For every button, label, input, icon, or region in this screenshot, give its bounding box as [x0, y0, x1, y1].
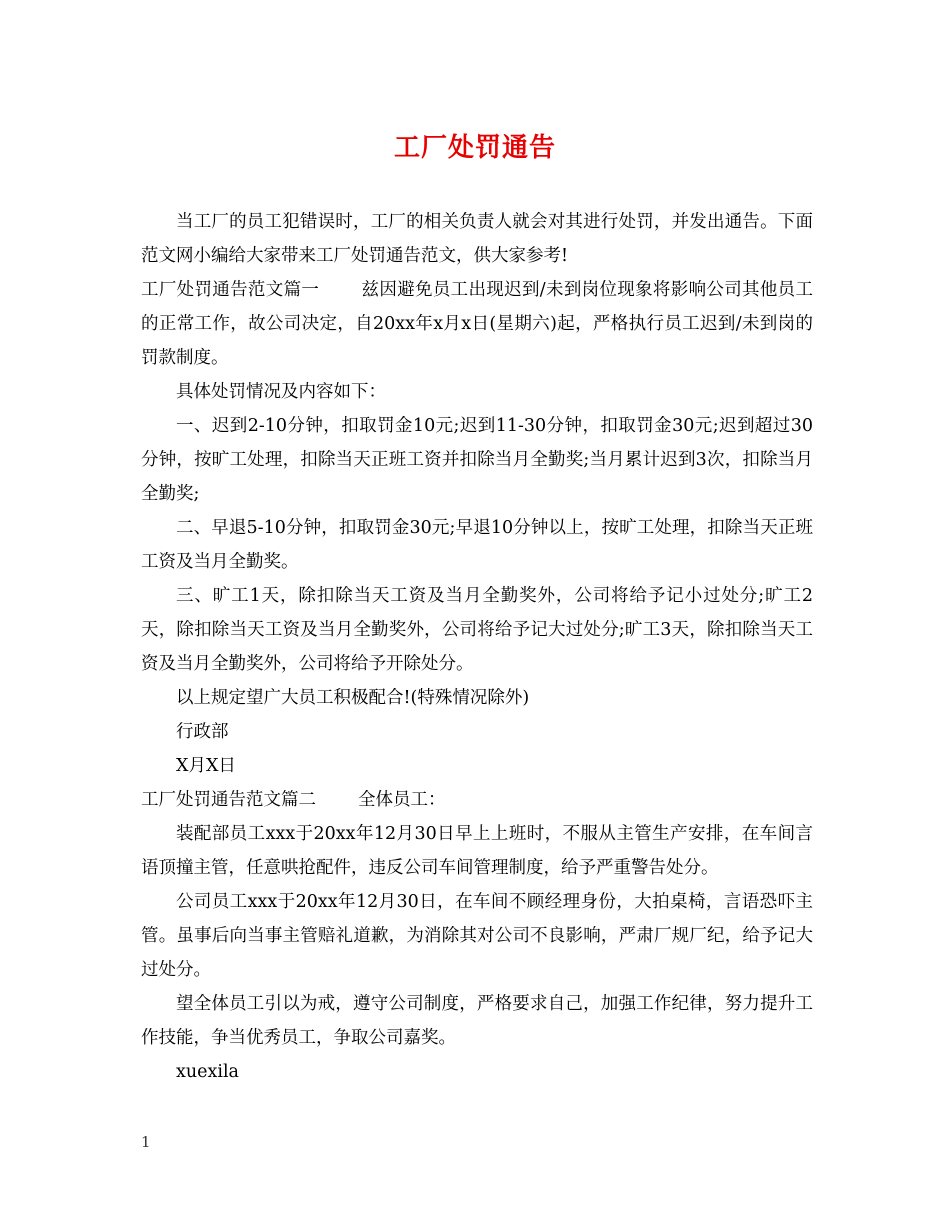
sample1-paragraph — [141, 273, 813, 375]
document-title: 工厂处罚通告 — [393, 133, 556, 163]
sample2-body-3: 望全体员工引以为戒，遵守公司制度，严格要求自己，加强工作纪律，努力提升工作技能，争当优秀员工，争取公司嘉奖。 — [141, 994, 813, 1048]
document-body — [141, 205, 813, 1089]
rule-item-3: 三、旷工1天，除扣除当天工资及当月全勤奖外，公司将给予记小过处分;旷工2天，除扣除当天工资及当月全勤奖外，公司将给予记大过处分;旷工3天，除扣除当天工资及当月全勤奖外，公司将给予开除处分。 — [141, 586, 813, 674]
sample2-salutation: 全体员工： — [358, 790, 446, 810]
sample2-body-2: 公司员工xxx于20xx年12月30日，在车间不顾经理身份，大拍桌椅，言语恐吓主管。虽事后向当事主管赔礼道歉，为消除其对公司不良影响，严肃厂规厂纪，给予记大过处分。 — [141, 892, 813, 980]
department-signature: 行政部 — [176, 722, 229, 742]
sample1-lead: 兹因避免员工出现迟到/未到岗位现象将影响公司其他员工的正常工作，故公司决定，自20xx年x月x日(星期六)起，严格执行员工迟到/未到岗的罚款制度。 — [141, 280, 814, 368]
details-heading: 具体处罚情况及内容如下： — [176, 382, 386, 402]
notice-date: X月X日 — [176, 756, 236, 776]
rule-item-2: 二、早退5-10分钟，扣取罚金30元;早退10分钟以上，按旷工处理，扣除当天正班工资及当月全勤奖。 — [141, 518, 813, 572]
sample2-signature: xuexila — [176, 1062, 239, 1082]
sample2-body-1: 装配部员工xxx于20xx年12月30日早上上班时，不服从主管生产安排，在车间言语顶撞主管，任意哄抢配件，违反公司车间管理制度，给予严重警告处分。 — [141, 824, 813, 878]
closing-line: 以上规定望广大员工积极配合!(特殊情况除外) — [176, 688, 530, 708]
sample2-heading: 工厂处罚通告范文篇二 — [141, 790, 316, 810]
page-number: 1 — [141, 1133, 151, 1151]
sample1-heading: 工厂处罚通告范文篇一 — [141, 280, 320, 300]
sample2-paragraph — [141, 783, 813, 817]
rule-item-1: 一、迟到2-10分钟，扣取罚金10元;迟到11-30分钟，扣取罚金30元;迟到超过30分钟，按旷工处理，扣除当天正班工资并扣除当月全勤奖;当月累计迟到3次，扣除当月全勤奖; — [141, 416, 813, 504]
intro-paragraph: 当工厂的员工犯错误时，工厂的相关负责人就会对其进行处罚，并发出通告。下面范文网小编给大家带来工厂处罚通告范文，供大家参考! — [141, 212, 813, 266]
